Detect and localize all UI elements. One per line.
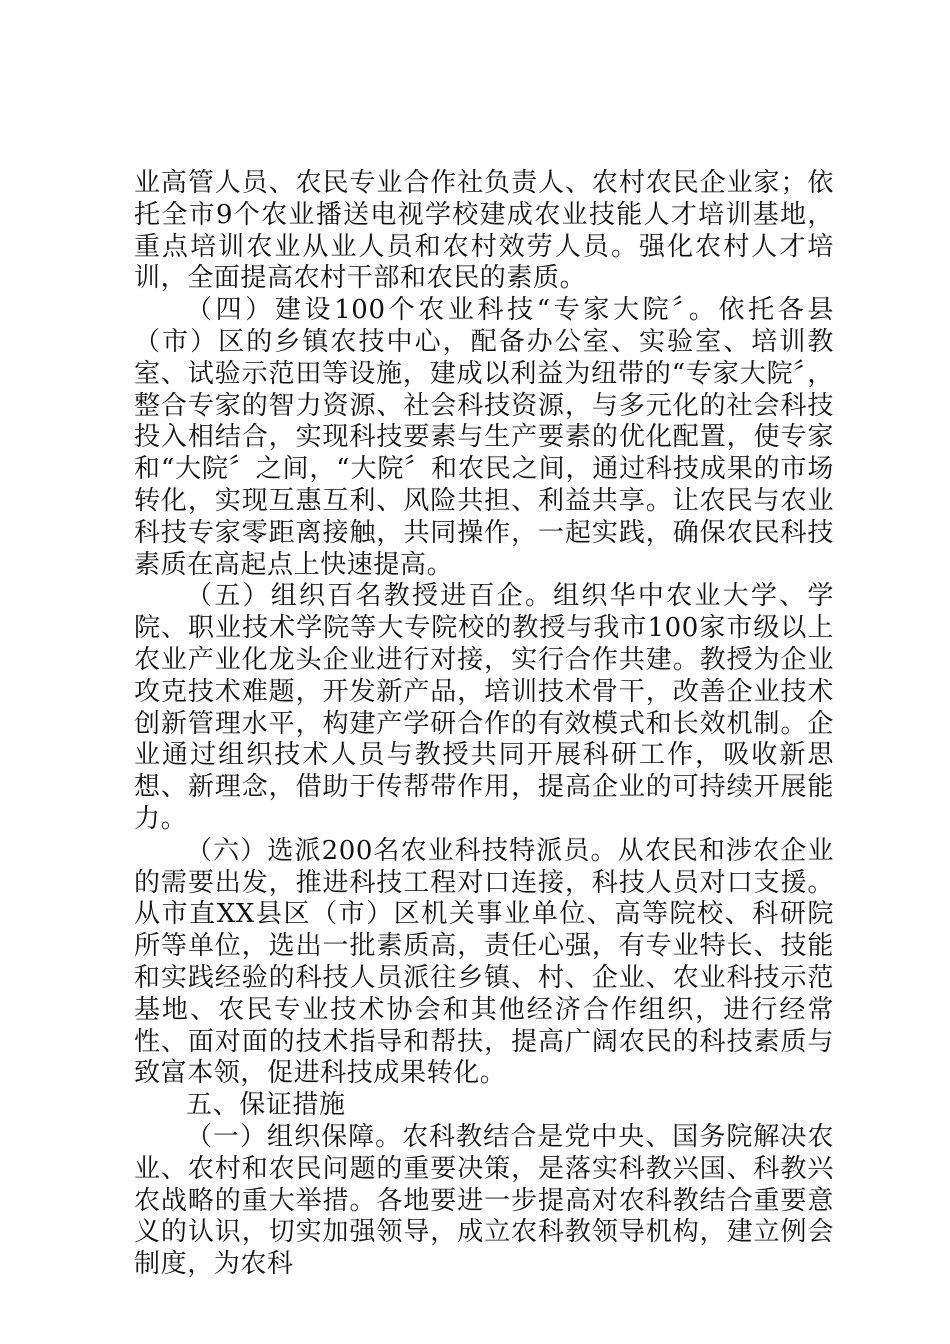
paragraph-expert-courtyards: （四）建设100个农业科技“专家大院〞。依托各县（市）区的乡镇农技中心，配备办公室、实验室、培训教室、试验示范田等设施，建成以利益为纽带的“专家大院〞，整合专家的智力资源、社会科技资源，与多元化的社会科技投入相结合，实现科技要素与生产要素的优化配置，使专家和“大院〞之间，“大院〞和农民之间，通过科技成果的市场转化，实现互惠互利、风险共担、利益共享。让农民与农业科技专家零距离接触，共同操作，一起实践，确保农民科技素质在高起点上快速提高。	[134, 295, 834, 580]
section-heading-guarantees: 五、保证措施	[186, 1090, 346, 1121]
paragraph-continued-training: 业高管人员、农民专业合作社负责人、农村农民企业家；依托全市9个农业播送电视学校建成农业技能人才培训基地，重点培训农业从业人员和农村效劳人员。强化农村人才培训，全面提高农村干部和农民的素质。	[134, 168, 834, 294]
paragraph-professors-enterprises: （五）组织百名教授进百企。组织华中农业大学、学院、职业技术学院等大专院校的教授与我市100家市级以上农业产业化龙头企业进行对接，实行合作共建。教授为企业攻克技术难题，开发新产品，培训技术骨干，改善企业技术创新管理水平，构建产学研合作的有效模式和长效机制。企业通过组织技术人员与教授共同开展科研工作，吸收新思想、新理念，借助于传帮带作用，提高企业的可持续开展能力。	[134, 581, 834, 834]
paragraph-tech-envoys: （六）选派200名农业科技特派员。从农民和涉农企业的需要出发，推进科技工程对口连接，科技人员对口支援。从市直XX县区（市）区机关事业单位、高等院校、科研院所等单位，选出一批素质高，责任心强，有专业特长、技能和实践经验的科技人员派往乡镇、村、企业、农业科技示范基地、农民专业技术协会和其他经济合作组织，进行经常性、面对面的技术指导和帮扶，提高广阔农民的科技素质与致富本领，促进科技成果转化。	[134, 835, 834, 1089]
paragraph-organizational-guarantee: （一）组织保障。农科教结合是党中央、国务院解决农业、农村和农民问题的重要决策，是落实科教兴国、科教兴农战略的重大举措。各地要进一步提高对农科教结合重要意义的认识，切实加强领导，成立农科教领导机构，建立例会制度，为农科	[134, 1121, 834, 1280]
document-body	[134, 168, 834, 1281]
